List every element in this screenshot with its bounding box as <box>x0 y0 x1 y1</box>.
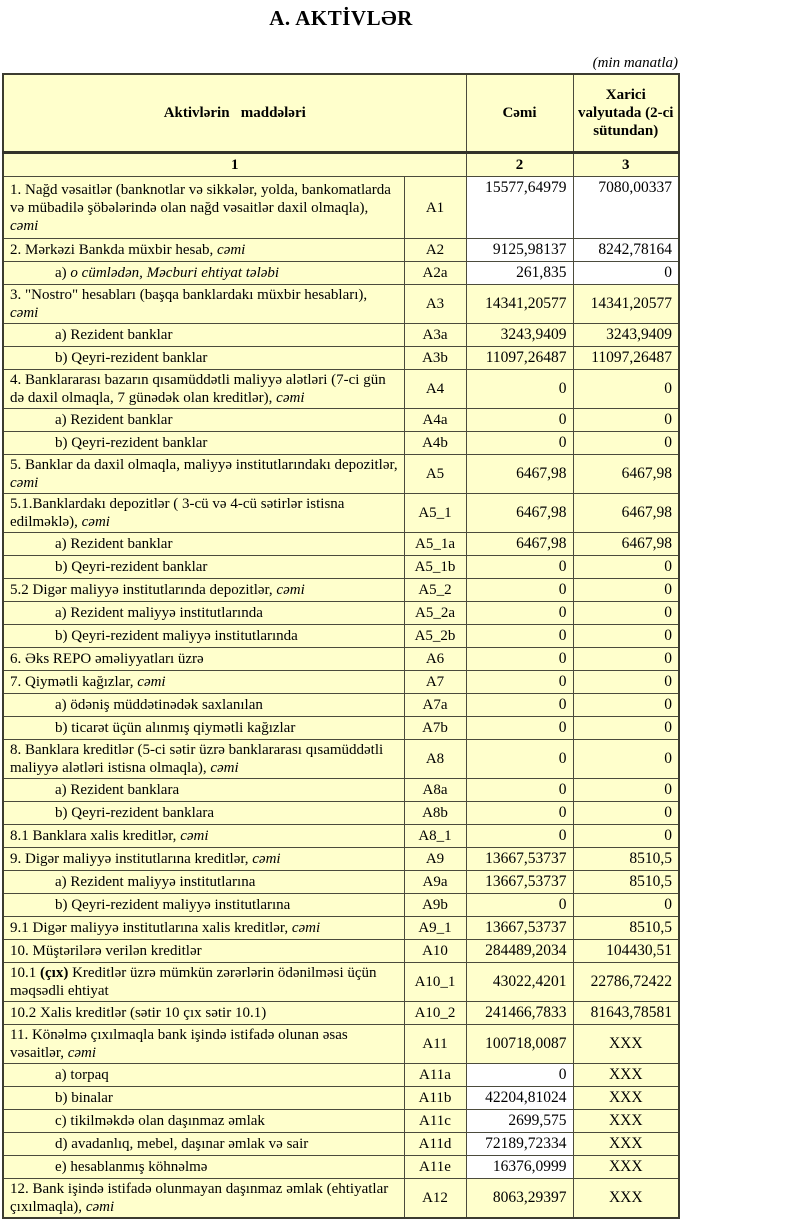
row-foreign-value: 0 <box>573 370 679 409</box>
row-label-segment: 11. Könəlmə çıxılmaqla bank işində istifadə olunan əsas vəsaitlər, <box>10 1027 348 1061</box>
row-label <box>3 625 404 648</box>
table-row <box>3 825 679 848</box>
row-total-value: 0 <box>466 740 573 779</box>
row-label <box>3 556 404 579</box>
row-total-value: 0 <box>466 432 573 455</box>
row-label <box>3 802 404 825</box>
row-label-segment: b) Qeyri-rezident maliyyə institutlarına <box>55 897 291 913</box>
row-foreign-value: 0 <box>573 802 679 825</box>
row-code: A10 <box>404 940 466 963</box>
row-code: A4b <box>404 432 466 455</box>
row-code: A10_1 <box>404 963 466 1002</box>
table-row <box>3 848 679 871</box>
table-row <box>3 917 679 940</box>
table-row <box>3 1025 679 1064</box>
row-label <box>3 1002 404 1025</box>
row-label <box>3 1133 404 1156</box>
row-foreign-value: 8510,5 <box>573 871 679 894</box>
row-foreign-value: XXX <box>573 1156 679 1179</box>
row-label <box>3 602 404 625</box>
row-label-segment: 5. Banklar da daxil olmaqla, maliyyə institutlarındakı depozitlər, <box>10 457 398 473</box>
row-code: A2 <box>404 239 466 262</box>
row-total-value: 43022,4201 <box>466 963 573 1002</box>
row-foreign-value: 8510,5 <box>573 848 679 871</box>
row-code: A5_1a <box>404 533 466 556</box>
assets-table <box>2 73 680 1219</box>
row-label-segment: a) ödəniş müddətinədək saxlanılan <box>55 697 263 713</box>
row-label-segment: 1. Nağd vəsaitlər (banknotlar və sikkələr, yolda, bankomatlarda və mübadilə şöbələrində olan nağd vəsaitlər daxil olmaqla), <box>10 181 391 216</box>
row-total-value: 0 <box>466 671 573 694</box>
row-code: A3b <box>404 347 466 370</box>
row-total-value: 8063,29397 <box>466 1179 573 1219</box>
row-label-segment: b) Qeyri-rezident banklara <box>55 805 215 821</box>
row-label-segment: b) Qeyri-rezident maliyyə institutlarında <box>55 628 298 644</box>
unit-note: (min manatla) <box>592 55 678 71</box>
row-label-segment: cəmi <box>276 390 305 406</box>
row-foreign-value: 81643,78581 <box>573 1002 679 1025</box>
row-label <box>3 324 404 347</box>
row-total-value: 42204,81024 <box>466 1087 573 1110</box>
row-foreign-value: XXX <box>573 1110 679 1133</box>
row-label-segment: cəmi <box>10 475 39 491</box>
row-total-value: 241466,7833 <box>466 1002 573 1025</box>
row-label <box>3 694 404 717</box>
row-total-value: 0 <box>466 717 573 740</box>
row-total-value: 16376,0999 <box>466 1156 573 1179</box>
table-row <box>3 177 679 239</box>
row-total-value: 72189,72334 <box>466 1133 573 1156</box>
table-row <box>3 533 679 556</box>
row-label-segment: cəmi <box>137 674 166 690</box>
row-total-value: 0 <box>466 825 573 848</box>
table-row <box>3 324 679 347</box>
row-label-segment: b) ticarət üçün alınmış qiymətli kağızlar <box>55 720 296 736</box>
row-label-segment: a) Rezident banklar <box>55 536 173 552</box>
row-label-segment: 7. Qiymətli kağızlar, <box>10 674 138 690</box>
row-foreign-value: 0 <box>573 825 679 848</box>
row-label <box>3 370 404 409</box>
table-row <box>3 1133 679 1156</box>
row-foreign-value: 0 <box>573 262 679 285</box>
row-foreign-value: 8510,5 <box>573 917 679 940</box>
table-row <box>3 1156 679 1179</box>
column-number-row <box>3 153 679 177</box>
row-label <box>3 940 404 963</box>
row-foreign-value: XXX <box>573 1064 679 1087</box>
row-label-segment: c) tikilməkdə olan daşınmaz əmlak <box>55 1113 265 1129</box>
row-label-segment: cəmi <box>276 582 305 598</box>
row-label <box>3 494 404 533</box>
table-row <box>3 717 679 740</box>
row-label-segment: e) hesablanmış köhnəlmə <box>55 1159 208 1175</box>
row-code: A7b <box>404 717 466 740</box>
row-label-segment: 3. "Nostro" hesabları (başqa banklardakı müxbir hesabları), <box>10 287 368 303</box>
row-code: A11c <box>404 1110 466 1133</box>
row-label <box>3 262 404 285</box>
row-code: A3a <box>404 324 466 347</box>
row-total-value: 100718,0087 <box>466 1025 573 1064</box>
row-label-segment: cəmi <box>217 242 246 258</box>
row-label <box>3 1156 404 1179</box>
row-foreign-value: 7080,00337 <box>573 177 679 239</box>
row-total-value: 15577,64979 <box>466 177 573 239</box>
row-total-value: 0 <box>466 602 573 625</box>
table-row <box>3 494 679 533</box>
row-label <box>3 1087 404 1110</box>
row-label-segment: b) binalar <box>55 1090 113 1106</box>
row-code: A5_1b <box>404 556 466 579</box>
row-label <box>3 579 404 602</box>
row-label-segment: 4. Banklararası bazarın qısamüddətli maliyyə alətləri (7-ci gün də daxil olmaqla, 7 günədək olan kreditlər), <box>10 372 386 406</box>
row-foreign-value: 0 <box>573 432 679 455</box>
table-row <box>3 694 679 717</box>
table-row <box>3 262 679 285</box>
row-label-segment: d) avadanlıq, mebel, daşınar əmlak və sair <box>55 1136 309 1152</box>
table-row <box>3 963 679 1002</box>
row-foreign-value: 0 <box>573 740 679 779</box>
row-label-segment: a) Rezident banklar <box>55 327 173 343</box>
header-row <box>3 74 679 153</box>
row-foreign-value: 0 <box>573 717 679 740</box>
header-foreign-label: Xarici valyutada (2-ci sütundan) <box>573 74 679 153</box>
table-row <box>3 579 679 602</box>
row-foreign-value: 3243,9409 <box>573 324 679 347</box>
row-label <box>3 717 404 740</box>
row-code: A6 <box>404 648 466 671</box>
row-label <box>3 871 404 894</box>
row-code: A8_1 <box>404 825 466 848</box>
table-row <box>3 370 679 409</box>
row-code: A9b <box>404 894 466 917</box>
table-row <box>3 556 679 579</box>
row-total-value: 0 <box>466 1064 573 1087</box>
row-label-segment: 8.1 Banklara xalis kreditlər, <box>10 828 181 844</box>
row-label-segment: 2. Mərkəzi Bankda müxbir hesab, <box>10 242 218 258</box>
row-label <box>3 1064 404 1087</box>
row-label-segment: 9. Digər maliyyə institutlarına kreditlər, <box>10 851 253 867</box>
row-total-value: 13667,53737 <box>466 848 573 871</box>
row-code: A2a <box>404 262 466 285</box>
row-code: A11a <box>404 1064 466 1087</box>
row-label-segment: o cümlədən, Məcburi ehtiyat tələbi <box>70 265 280 281</box>
row-label <box>3 1025 404 1064</box>
row-foreign-value: 6467,98 <box>573 455 679 494</box>
header-total-label: Cəmi <box>466 74 573 153</box>
table-row <box>3 455 679 494</box>
table-row <box>3 409 679 432</box>
table-row <box>3 1064 679 1087</box>
row-total-value: 0 <box>466 894 573 917</box>
row-total-value: 0 <box>466 556 573 579</box>
row-total-value: 13667,53737 <box>466 917 573 940</box>
row-code: A8a <box>404 779 466 802</box>
row-total-value: 0 <box>466 409 573 432</box>
row-total-value: 9125,98137 <box>466 239 573 262</box>
row-code: A12 <box>404 1179 466 1219</box>
header-items-label: Aktivlərin maddələri <box>3 74 466 153</box>
row-label-segment: cəmi <box>291 920 321 936</box>
table-row <box>3 1179 679 1219</box>
row-label-segment: cəmi <box>67 1045 97 1061</box>
row-label-segment: 6. Əks REPO əməliyyatları üzrə <box>10 651 204 667</box>
row-foreign-value: 0 <box>573 694 679 717</box>
row-code: A9_1 <box>404 917 466 940</box>
table-row <box>3 1087 679 1110</box>
row-foreign-value: 6467,98 <box>573 533 679 556</box>
row-foreign-value: 6467,98 <box>573 494 679 533</box>
row-code: A4 <box>404 370 466 409</box>
row-total-value: 0 <box>466 370 573 409</box>
table-row <box>3 671 679 694</box>
row-label <box>3 917 404 940</box>
row-code: A7 <box>404 671 466 694</box>
row-code: A11 <box>404 1025 466 1064</box>
row-label-segment: a) torpaq <box>55 1067 109 1083</box>
row-foreign-value: 104430,51 <box>573 940 679 963</box>
row-total-value: 284489,2034 <box>466 940 573 963</box>
row-total-value: 14341,20577 <box>466 285 573 324</box>
row-label-segment: b) Qeyri-rezident banklar <box>55 350 208 366</box>
table-row <box>3 802 679 825</box>
row-foreign-value: 8242,78164 <box>573 239 679 262</box>
row-label-segment: 12. Bank işində istifadə olunmayan daşınmaz əmlak (ehtiyatlar çıxılmaqla), <box>10 1181 389 1215</box>
row-label-segment: 10. Müştərilərə verilən kreditlər <box>10 943 202 959</box>
row-foreign-value: 14341,20577 <box>573 285 679 324</box>
row-label-segment: cəmi <box>252 851 281 867</box>
table-row <box>3 871 679 894</box>
row-label-segment: a) Rezident maliyyə institutlarına <box>55 874 256 890</box>
row-foreign-value: 0 <box>573 602 679 625</box>
table-row <box>3 1110 679 1133</box>
row-foreign-value: 0 <box>573 779 679 802</box>
table-row <box>3 239 679 262</box>
row-foreign-value: XXX <box>573 1025 679 1064</box>
table-row <box>3 894 679 917</box>
row-label <box>3 432 404 455</box>
row-code: A11e <box>404 1156 466 1179</box>
column-number-1: 1 <box>3 153 466 177</box>
row-label-segment: cəmi <box>10 305 39 321</box>
row-foreign-value: 0 <box>573 648 679 671</box>
row-label-segment: 8. Banklara kreditlər (5-ci sətir üzrə banklararası qısamüddətli maliyyə alətləri istisna olmaqla), <box>10 742 384 776</box>
row-label <box>3 848 404 871</box>
row-code: A5 <box>404 455 466 494</box>
row-label-segment: 10.2 Xalis kreditlər (sətir 10 çıx sətir 10.1) <box>10 1005 267 1021</box>
row-total-value: 0 <box>466 694 573 717</box>
row-code: A8b <box>404 802 466 825</box>
table-row <box>3 432 679 455</box>
row-label <box>3 533 404 556</box>
row-label <box>3 177 404 239</box>
table-row <box>3 602 679 625</box>
row-label <box>3 648 404 671</box>
row-label <box>3 740 404 779</box>
row-total-value: 2699,575 <box>466 1110 573 1133</box>
row-label <box>3 455 404 494</box>
row-label-segment: Kreditlər üzrə mümkün zərərlərin ödənilməsi üçün məqsədli ehtiyat <box>10 965 377 999</box>
row-code: A1 <box>404 177 466 239</box>
table-row <box>3 285 679 324</box>
row-code: A5_1 <box>404 494 466 533</box>
row-label-segment: a) Rezident maliyyə institutlarında <box>55 605 263 621</box>
row-code: A5_2 <box>404 579 466 602</box>
row-code: A11d <box>404 1133 466 1156</box>
row-foreign-value: XXX <box>573 1133 679 1156</box>
assets-table-body <box>3 177 679 1219</box>
row-foreign-value: XXX <box>573 1179 679 1219</box>
row-total-value: 6467,98 <box>466 494 573 533</box>
row-total-value: 261,835 <box>466 262 573 285</box>
row-total-value: 0 <box>466 802 573 825</box>
table-row <box>3 779 679 802</box>
row-label <box>3 239 404 262</box>
row-foreign-value: 0 <box>573 556 679 579</box>
row-label <box>3 347 404 370</box>
row-foreign-value: 22786,72422 <box>573 963 679 1002</box>
table-row <box>3 940 679 963</box>
row-label <box>3 779 404 802</box>
row-label <box>3 963 404 1002</box>
row-total-value: 6467,98 <box>466 455 573 494</box>
row-foreign-value: XXX <box>573 1087 679 1110</box>
row-foreign-value: 0 <box>573 409 679 432</box>
row-foreign-value: 0 <box>573 625 679 648</box>
row-label-segment: b) Qeyri-rezident banklar <box>55 559 208 575</box>
row-label <box>3 409 404 432</box>
row-code: A10_2 <box>404 1002 466 1025</box>
row-total-value: 0 <box>466 648 573 671</box>
row-code: A9a <box>404 871 466 894</box>
row-total-value: 13667,53737 <box>466 871 573 894</box>
page-title: A. AKTİVLƏR <box>269 6 413 30</box>
row-label-segment: cəmi <box>85 1199 115 1215</box>
row-code: A5_2a <box>404 602 466 625</box>
row-label-segment: a) Rezident banklar <box>55 412 173 428</box>
table-row <box>3 347 679 370</box>
column-number-2: 2 <box>466 153 573 177</box>
row-total-value: 11097,26487 <box>466 347 573 370</box>
row-label-segment: a) <box>55 265 71 281</box>
row-label-segment: 5.1.Banklardakı depozitlər ( 3-cü və 4-cü sətirlər istisna edilməklə), <box>10 496 345 530</box>
row-foreign-value: 11097,26487 <box>573 347 679 370</box>
row-total-value: 6467,98 <box>466 533 573 556</box>
table-row <box>3 625 679 648</box>
row-code: A3 <box>404 285 466 324</box>
row-label-segment: cəmi <box>81 514 110 530</box>
row-code: A8 <box>404 740 466 779</box>
row-label-segment: cəmi <box>210 760 239 776</box>
row-label-segment: 10.1 <box>10 965 40 981</box>
row-label <box>3 671 404 694</box>
row-total-value: 0 <box>466 625 573 648</box>
row-code: A11b <box>404 1087 466 1110</box>
table-row <box>3 1002 679 1025</box>
row-label-segment: a) Rezident banklara <box>55 782 180 798</box>
row-label <box>3 1179 404 1219</box>
table-row <box>3 740 679 779</box>
row-foreign-value: 0 <box>573 894 679 917</box>
row-label-segment: cəmi <box>10 217 39 234</box>
row-code: A5_2b <box>404 625 466 648</box>
row-code: A7a <box>404 694 466 717</box>
row-label-segment: b) Qeyri-rezident banklar <box>55 435 208 451</box>
row-total-value: 3243,9409 <box>466 324 573 347</box>
row-code: A9 <box>404 848 466 871</box>
row-label <box>3 825 404 848</box>
row-foreign-value: 0 <box>573 671 679 694</box>
row-label <box>3 894 404 917</box>
row-label-segment: cəmi <box>180 828 209 844</box>
table-row <box>3 648 679 671</box>
row-code: A4a <box>404 409 466 432</box>
row-label-segment: 5.2 Digər maliyyə institutlarında depozitlər, <box>10 582 277 598</box>
row-label <box>3 285 404 324</box>
row-foreign-value: 0 <box>573 579 679 602</box>
row-label <box>3 1110 404 1133</box>
row-label-segment: (çıx) <box>40 965 69 981</box>
column-number-3: 3 <box>573 153 679 177</box>
row-total-value: 0 <box>466 779 573 802</box>
row-label-segment: 9.1 Digər maliyyə institutlarına xalis kreditlər, <box>10 920 292 936</box>
row-total-value: 0 <box>466 579 573 602</box>
